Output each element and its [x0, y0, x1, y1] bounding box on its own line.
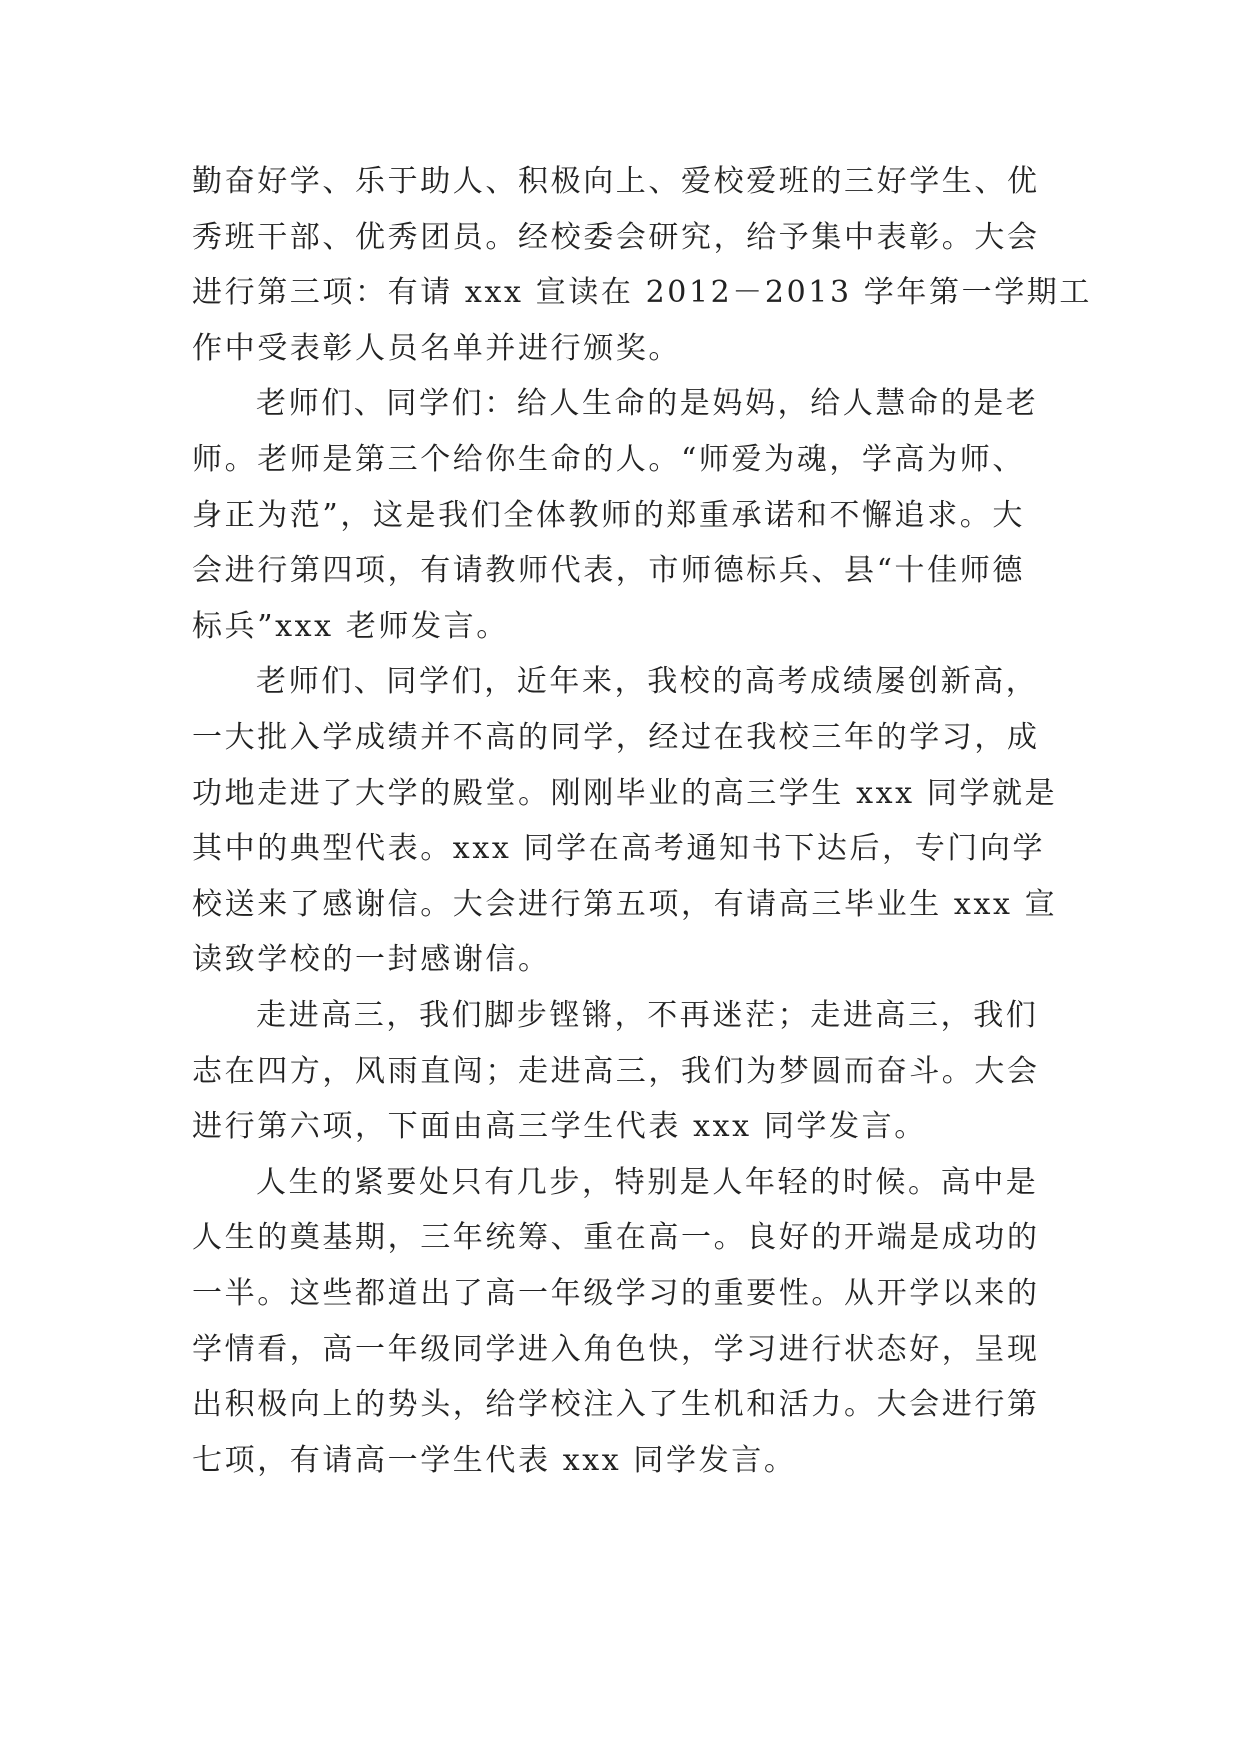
text-line: 一半。这些都道出了高一年级学习的重要性。从开学以来的 [192, 1276, 1040, 1311]
text-line: 其中的典型代表。xxx 同学在高考通知书下达后，专门向学 [192, 831, 1046, 866]
text-line: 功地走进了大学的殿堂。刚刚毕业的高三学生 xxx 同学就是 [192, 776, 1058, 811]
text-line: 七项，有请高一学生代表 xxx 同学发言。 [192, 1443, 797, 1478]
text-line: 标兵”xxx 老师发言。 [192, 609, 509, 644]
text-line: 作中受表彰人员名单并进行颁奖。 [192, 331, 681, 366]
text-line: 走进高三，我们脚步铿锵，不再迷茫；走进高三，我们 [256, 998, 1039, 1033]
text-line: 身正为范”，这是我们全体教师的郑重承诺和不懈追求。大 [192, 498, 1025, 533]
text-line: 秀班干部、优秀团员。经校委会研究，给予集中表彰。大会 [192, 220, 1040, 255]
text-line: 老师们、同学们：给人生命的是妈妈，给人慧命的是老 [256, 386, 1039, 421]
text-line: 人生的奠基期，三年统筹、重在高一。良好的开端是成功的 [192, 1220, 1040, 1255]
text-line: 老师们、同学们，近年来，我校的高考成绩屡创新高， [256, 664, 1039, 699]
text-line: 勤奋好学、乐于助人、积极向上、爱校爱班的三好学生、优 [192, 164, 1040, 199]
text-line: 读致学校的一封感谢信。 [192, 942, 551, 977]
text-line: 学情看，高一年级同学进入角色快，学习进行状态好，呈现 [192, 1332, 1040, 1367]
text-line: 校送来了感谢信。大会进行第五项，有请高三毕业生 xxx 宣 [192, 887, 1058, 922]
text-line: 出积极向上的势头，给学校注入了生机和活力。大会进行第 [192, 1387, 1040, 1422]
text-line: 进行第六项，下面由高三学生代表 xxx 同学发言。 [192, 1109, 927, 1144]
text-line: 师。老师是第三个给你生命的人。“师爱为魂，学高为师、 [192, 442, 1025, 477]
text-line: 志在四方，风雨直闯；走进高三，我们为梦圆而奋斗。大会 [192, 1054, 1040, 1089]
text-line: 进行第三项：有请 xxx 宣读在 2012－2013 学年第一学期工 [192, 275, 1092, 310]
text-line: 会进行第四项，有请教师代表，市师德标兵、县“十佳师德 [192, 553, 1025, 588]
text-line: 人生的紧要处只有几步，特别是人年轻的时候。高中是 [256, 1165, 1039, 1200]
text-line: 一大批入学成绩并不高的同学，经过在我校三年的学习，成 [192, 720, 1040, 755]
